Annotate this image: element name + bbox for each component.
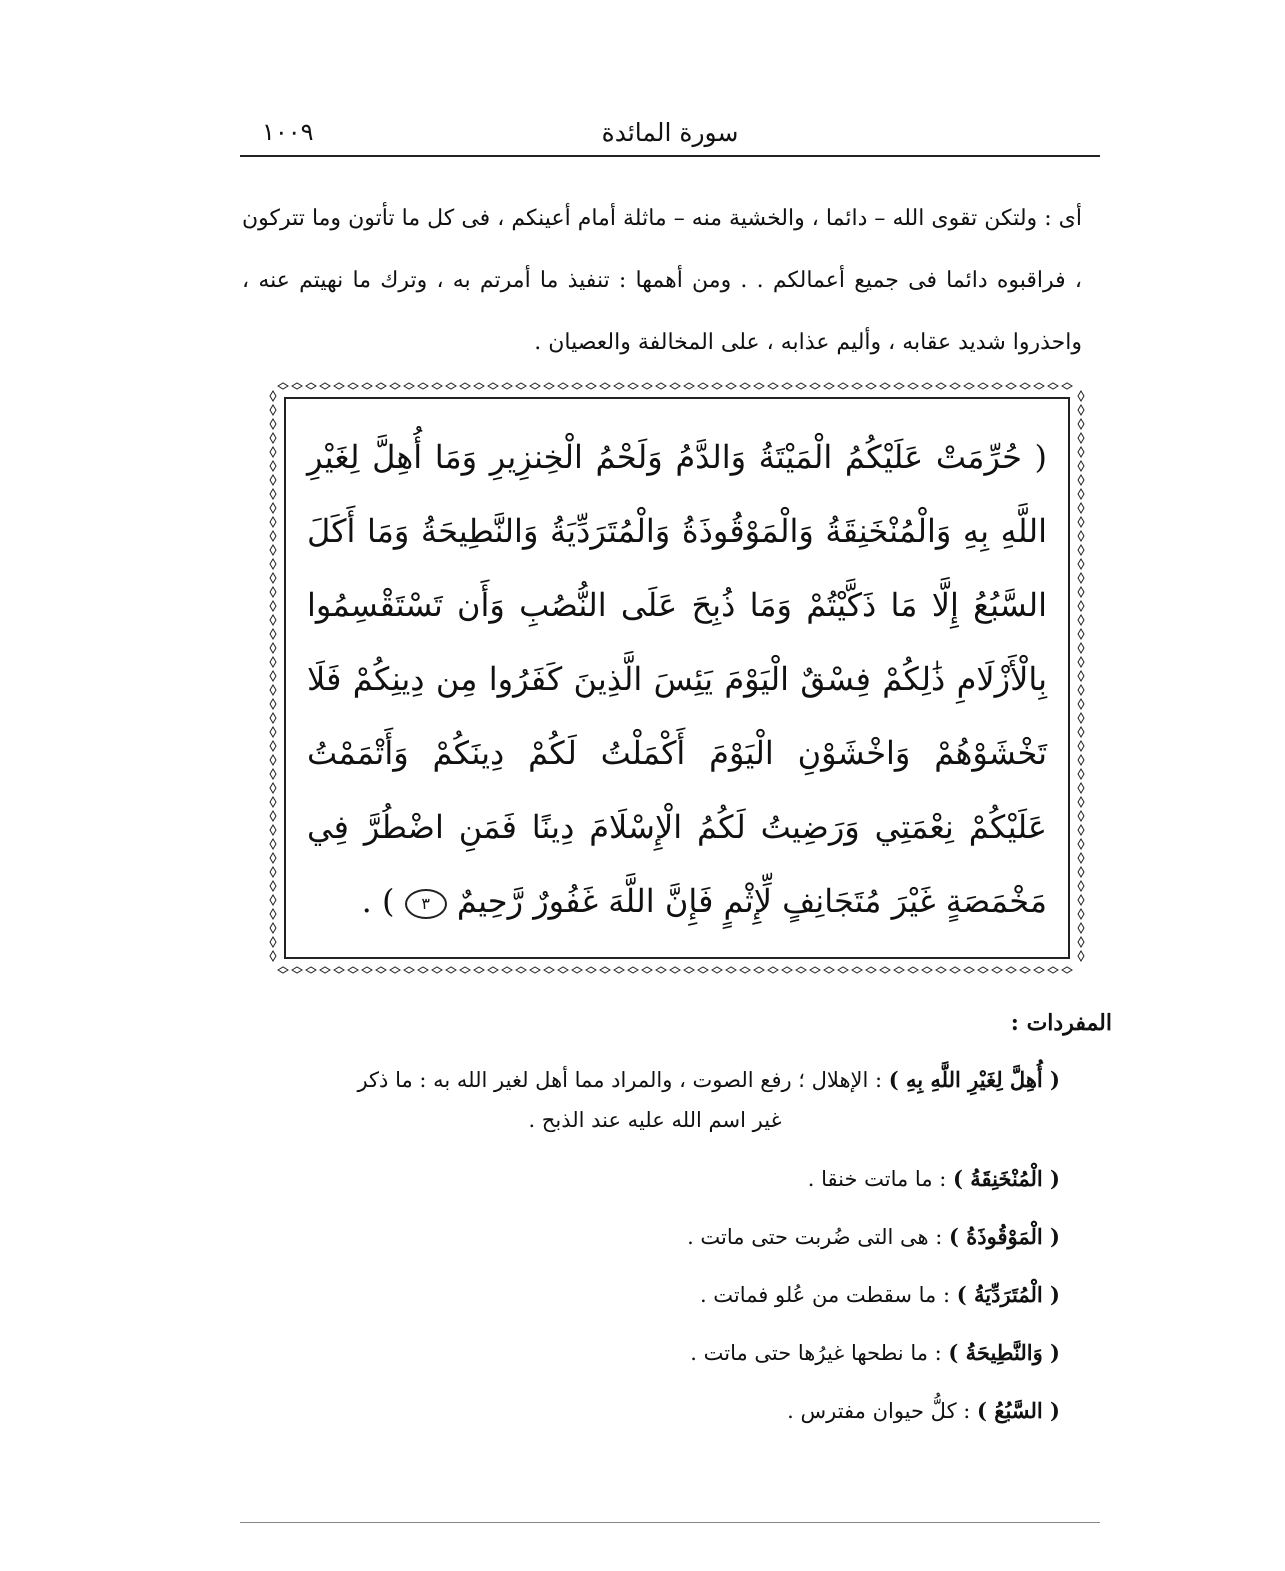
vocabulary-heading: المفردات : [1010,1010,1112,1036]
vocabulary-list [250,1060,1060,1430]
vocab-item [250,1276,1060,1314]
verse-number-marker: ٣ [405,889,447,919]
page-number: ١٠٠٩ [262,118,314,146]
vocab-term: ( الْمُتَرَدِّيَةُ ) [956,1282,1060,1307]
vocab-definition: : ما سقطت من عُلو فماتت . [699,1283,957,1307]
vocab-term: ( الْمَوْقُوذَةُ ) [949,1224,1060,1249]
quran-verse [307,420,1047,938]
vocab-item [250,1392,1060,1430]
verse-text: ( حُرِّمَتْ عَلَيْكُمُ الْمَيْتَةُ وَالدَّمُ وَلَحْمُ الْخِنزِيرِ وَمَا أُهِلَّ لِغَيْرِ اللَّهِ بِهِ وَالْمُنْخَنِقَةُ وَالْمَوْقُوذَةُ وَالْمُتَرَدِّيَةُ وَالنَّطِيحَةُ وَمَا أَكَلَ السَّبُعُ إِلَّا مَا ذَكَّيْتُمْ وَمَا ذُبِحَ عَلَى النُّصُبِ وَأَن تَسْتَقْسِمُوا بِالْأَزْلَامِ ذَٰلِكُمْ فِسْقٌ الْيَوْمَ يَئِسَ الَّذِينَ كَفَرُوا مِن دِينِكُمْ فَلَا تَخْشَوْهُمْ وَاخْشَوْنِ الْيَوْمَ أَكْمَلْتُ لَكُمْ دِينَكُمْ وَأَتْمَمْتُ عَلَيْكُمْ نِعْمَتِي وَرَضِيتُ لَكُمُ الْإِسْلَامَ دِينًا فَمَنِ اضْطُرَّ فِي مَخْمَصَةٍ غَيْرَ مُتَجَانِفٍ لِّإِثْمٍ فَإِنَّ اللَّهَ غَفُورٌ رَّحِيمٌ [307,438,1047,920]
footer-divider [240,1522,1100,1523]
vocab-item [250,1060,1060,1140]
vocab-definition-continuation: غير اسم الله عليه عند الذبح . [528,1108,782,1132]
vocab-definition: : ما ماتت خنقا . [807,1167,954,1191]
vocab-definition: : هى التى ضُربت حتى ماتت . [687,1225,950,1249]
vocab-definition: : الإهلال ؛ رفع الصوت ، والمراد مما أهل لغير الله به : ما ذكر [357,1068,889,1092]
vocab-term: ( الْمُنْخَنِقَةُ ) [953,1166,1060,1191]
intro-paragraph: أى : ولتكن تقوى الله – دائما ، والخشية منه – ماثلة أمام أعينكم ، فى كل ما تأتون وما تتركون ، فراقبوه دائما فى جميع أعمالكم . . ومن أهمها : تنفيذ ما أمرتم به ، وترك ما نهيتم عنه ، واحذروا شديد عقابه ، وأليم عذابه ، على المخالفة والعصيان . [242,206,1082,355]
vocab-term: ( السَّبُعُ ) [977,1398,1060,1423]
surah-title: سورة المائدة [601,118,739,147]
header-divider [240,155,1100,157]
vocab-item [250,1334,1060,1372]
verse-closing: ) . [361,882,395,920]
vocab-definition: : كلُّ حيوان مفترس . [787,1399,978,1423]
quran-verse-frame [267,380,1087,976]
vocab-item [250,1218,1060,1256]
vocab-term: ( أُهِلَّ لِغَيْرِ اللَّهِ بِهِ ) [888,1067,1060,1092]
vocab-definition: : ما نطحها غيرُها حتى ماتت . [690,1341,949,1365]
vocab-item [250,1160,1060,1198]
page-header [240,112,1100,156]
vocab-term: ( وَالنَّطِيحَةُ ) [948,1340,1060,1365]
